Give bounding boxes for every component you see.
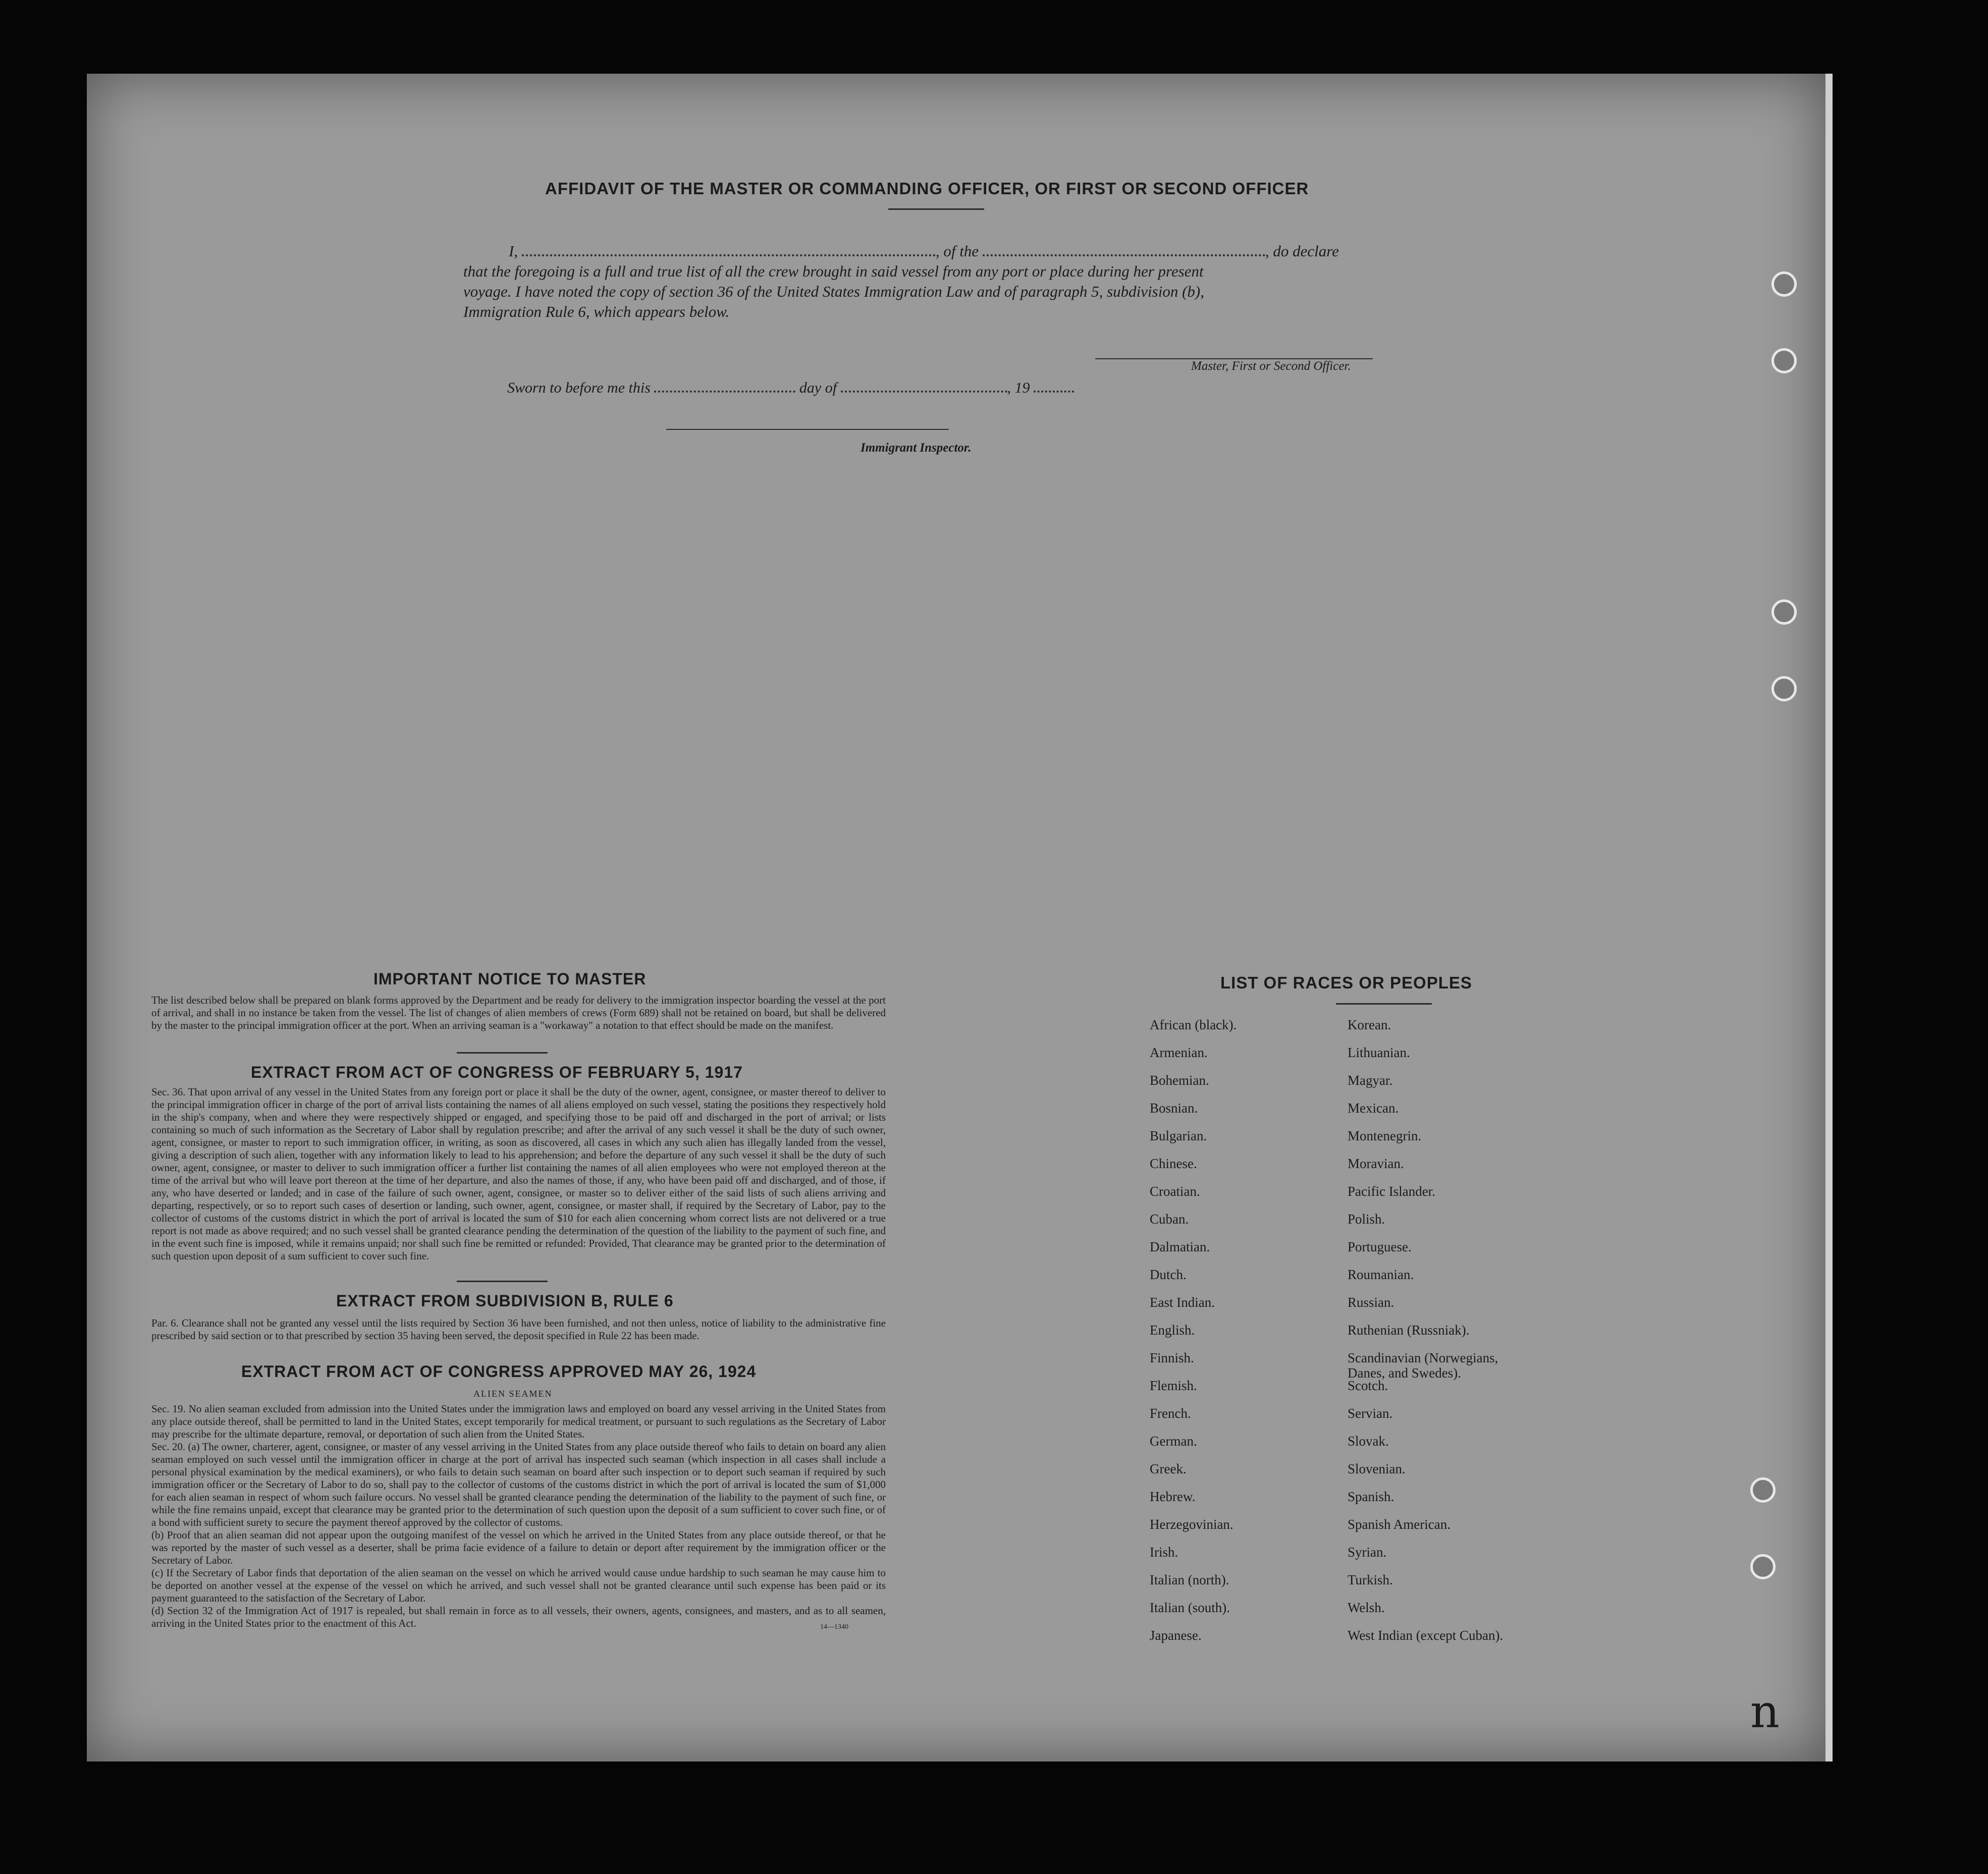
race-item: Irish. [1150, 1545, 1178, 1560]
race-item: Bosnian. [1150, 1100, 1198, 1116]
sec20c-text: (c) If the Secretary of Labor finds that deportation of the alien seaman on the vessel on which he arrived would cause undue hardship to such seaman he may cause him to be deported on another vessel at the expense of the vessel on which he arrived, and such vessel shall not be granted clearance until such expense has been paid or its payment guaranteed to the satisfaction of the Secretary of Labor. [151, 1567, 886, 1604]
race-item: Flemish. [1150, 1378, 1197, 1393]
rule6-title: EXTRACT FROM SUBDIVISION B, RULE 6 [336, 1292, 674, 1310]
race-item: Lithuanian. [1348, 1045, 1410, 1060]
day-blank[interactable] [654, 377, 795, 393]
race-item: English. [1150, 1322, 1195, 1338]
race-item: Bohemian. [1150, 1073, 1209, 1088]
race-item: Servian. [1348, 1406, 1393, 1421]
race-item: Pacific Islander. [1348, 1184, 1435, 1199]
race-item: Portuguese. [1348, 1239, 1412, 1254]
extract-1924-title: EXTRACT FROM ACT OF CONGRESS APPROVED MAY 26, 1924 [241, 1362, 757, 1381]
race-item: Hebrew. [1150, 1489, 1196, 1504]
race-item: Herzegovinian. [1150, 1517, 1233, 1532]
race-item: Roumanian. [1348, 1267, 1414, 1282]
sec19-text: Sec. 19. No alien seaman excluded from admission into the United States under the immigration laws and employed on board any vessel arriving in the United States from any place outside thereof, shall be permitted to land in the United States, except temporarily for medical treatment, or pursuant to such regulations as the Secretary of Labor may prescribe for the ultimate departure, removal, or deportation of such alien from the United States. [151, 1403, 886, 1440]
affidavit-declaration [463, 241, 1412, 322]
extract-1924-subtitle: ALIEN SEAMEN [473, 1389, 553, 1399]
binder-hole [1771, 599, 1797, 625]
race-item: Spanish. [1348, 1489, 1394, 1504]
handwritten-mark: n [1750, 1685, 1780, 1738]
of-the-label: , of the [935, 242, 979, 260]
race-item: Japanese. [1150, 1628, 1202, 1643]
notice-body: The list described below shall be prepared on blank forms approved by the Department and be ready for delivery to the immigration inspector boarding the vessel at the port of arrival, and shall in no instance be taken from the vessel. The list of changes of alien members of crews (Form 689) shall not be retained on board, but shall be delivered by the master to the principal immigration officer at the port. When an arriving seaman is a "workaway" a notation to that effect should be made on the manifest. [151, 994, 886, 1031]
binder-hole [1771, 348, 1797, 373]
rule [457, 1281, 548, 1282]
declaration-line-3: voyage. I have noted the copy of section 36 of the United States Immigration Law and of paragraph 5, subdivision (b), [463, 283, 1204, 300]
race-item: Slovenian. [1348, 1461, 1406, 1476]
race-item: Korean. [1348, 1017, 1391, 1032]
race-item: Montenegrin. [1348, 1128, 1422, 1143]
day-of-label: day of [799, 379, 837, 396]
year-prefix: , 19 [1007, 379, 1030, 396]
races-right-column [1348, 1017, 1524, 1656]
signature-label: Master, First or Second Officer. [1191, 359, 1351, 373]
race-item: German. [1150, 1434, 1197, 1449]
inspector-line [666, 429, 949, 430]
race-item: Italian (south). [1150, 1600, 1230, 1615]
race-item: Spanish American. [1348, 1517, 1450, 1532]
binder-hole [1750, 1554, 1776, 1579]
race-item: East Indian. [1150, 1295, 1215, 1310]
race-item: Syrian. [1348, 1545, 1387, 1560]
race-item: Greek. [1150, 1461, 1187, 1476]
race-item: Scandinavian (Norwegians, Danes, and Swedes). [1348, 1350, 1498, 1381]
binder-hole [1771, 271, 1797, 297]
race-item: Scotch. [1348, 1378, 1388, 1393]
race-item: Italian (north). [1150, 1572, 1229, 1587]
declaration-line-2: that the foregoing is a full and true list of all the crew brought in said vessel from any port or place during her present [463, 262, 1204, 280]
notice-title: IMPORTANT NOTICE TO MASTER [373, 970, 647, 988]
extract-1924-body [151, 1403, 886, 1630]
name-blank[interactable] [522, 241, 936, 256]
race-item: Russian. [1348, 1295, 1394, 1310]
race-item: Welsh. [1348, 1600, 1385, 1615]
race-item: Dalmatian. [1150, 1239, 1210, 1254]
declaration-line-1 [463, 241, 1412, 261]
rule6-body: Par. 6. Clearance shall not be granted any vessel until the lists required by Section 36 have been furnished, and not then unless, notice of liability to the administrative fine prescribed by said section or to that prescribed by section 35 having been served, the deposit specified in Rule 22 has been made. [151, 1317, 886, 1342]
race-item: Slovak. [1348, 1434, 1389, 1449]
year-blank[interactable] [1034, 377, 1074, 393]
sworn-line [507, 377, 1074, 397]
sec20a-text: Sec. 20. (a) The owner, charterer, agent, consignee, or master of any vessel arriving in the United States from any place outside thereof who fails to detain on board any alien seaman employed on such vessel until the immigration officer in charge at the port of arrival has inspected such seaman (which inspection in all cases shall include a personal physical examination by the medical examiners), or who fails to detain such seaman on board after such inspection or to deport such seaman if required by such immigration officer or the Secretary of Labor to do so, shall pay to the collector of customs of the customs district in which the port of arrival is located the sum of $1,000 for each alien seaman in respect of whom such failure occurs. No vessel shall be granted clearance pending the determination of the liability to the payment of such fine, or while the fine remains unpaid, except that clearance may be granted prior to the determination of such question upon the deposit of a sum sufficient to cover such fine, or of a bond with sufficient surety to secure the payment thereof approved by the collector of customs. [151, 1441, 886, 1528]
races-title: LIST OF RACES OR PEOPLES [1220, 973, 1472, 992]
binder-hole [1771, 676, 1797, 701]
binder-hole [1750, 1477, 1776, 1503]
declaration-line-4: Immigration Rule 6, which appears below. [463, 303, 730, 320]
race-item: Ruthenian (Russniak). [1348, 1322, 1470, 1338]
sec20d-text: (d) Section 32 of the Immigration Act of 1917 is repealed, but shall remain in force as to all vessels, their owners, agents, consignees, and masters, and as to all seamen, arriving in the United States prior to the enactment of this Act. [151, 1605, 886, 1629]
extract-1917-body: Sec. 36. That upon arrival of any vessel in the United States from any foreign port or place it shall be the duty of the owner, agent, consignee, or master thereof to deliver to the principal immigration officer in charge of the port of arrival lists containing the names of all aliens employed on such vessel, stating the positions they respectively hold in the ship's company, when and where they were respectively shipped or engaged, and specifying those to be paid off and discharged in the port of arrival; or lists containing so much of such information as the Secretary of Labor shall by regulation prescribe; and after the arrival of any such vessel it shall be the duty of such owner, agent, consignee, or master to report to such immigration officer, in writing, as soon as discovered, all cases in which any such alien has illegally landed from the vessel, giving a description of such alien, together with any information likely to lead to his apprehension; and before the departure of any such vessel it shall be the duty of such owner, agent, consignee, or master to deliver to such immigration officer a further list containing the names of all alien employees who were not employed thereon at the time of the arrival but who will leave port thereon at the time of her departure, and also the names of those, if any, who have been paid off and discharged, and of those, if any, who have deserted or landed; and in case of the failure of such owner, agent, consignee, or master so to deliver either of the said lists of such aliens arriving and departing, respectively, or so to report such cases of desertion or landing, such owner, agent, consignee, or master shall, if required by the Secretary of Labor, pay to the collector of customs of the customs district in which the port of arrival is located the sum of $10 for each alien concerning whom correct lists are not delivered or a true report is not made as above required; and no such vessel shall be granted clearance pending the determination of the question of the liability to the payment of such fine, and in the event such fine is imposed, while it remains unpaid; nor shall such fine be remitted or refunded: Provided, That clearance may be granted prior to the determination of such question upon deposit of a sum sufficient to cover such fine. [151, 1086, 886, 1262]
race-item: Polish. [1348, 1211, 1385, 1227]
rule [1336, 1003, 1432, 1005]
sec20b-text: (b) Proof that an alien seaman did not appear upon the outgoing manifest of the vessel on which he arrived in the United States from any place outside thereof, or that he was reported by the master of such vessel as a deserter, shall be prima facie evidence of a failure to detain or deport after requirement by the immigration officer or the Secretary of Labor. [151, 1529, 886, 1566]
race-item: Magyar. [1348, 1073, 1393, 1088]
race-item: African (black). [1150, 1017, 1237, 1032]
race-item: Dutch. [1150, 1267, 1187, 1282]
extract-1917-title: EXTRACT FROM ACT OF CONGRESS OF FEBRUARY 5, 1917 [251, 1063, 743, 1081]
race-item: Armenian. [1150, 1045, 1208, 1060]
vessel-blank[interactable] [983, 241, 1265, 256]
title-rule [888, 208, 984, 210]
races-left-column [1150, 1017, 1237, 1656]
month-blank[interactable] [841, 377, 1007, 393]
rule [457, 1052, 548, 1054]
affidavit-title: AFFIDAVIT OF THE MASTER OR COMMANDING OFFICER, OR FIRST OR SECOND OFFICER [545, 179, 1309, 198]
race-item: French. [1150, 1406, 1191, 1421]
sworn-label: Sworn to before me this [507, 379, 651, 396]
race-item: West Indian (except Cuban). [1348, 1628, 1503, 1643]
race-item: Croatian. [1150, 1184, 1200, 1199]
race-item: Finnish. [1150, 1350, 1194, 1365]
do-declare-label: , do declare [1265, 242, 1339, 260]
race-item: Chinese. [1150, 1156, 1197, 1171]
declarant-prefix: I, [509, 242, 518, 260]
race-item: Mexican. [1348, 1100, 1399, 1116]
inspector-label: Immigrant Inspector. [861, 441, 972, 455]
race-item: Turkish. [1348, 1572, 1393, 1587]
race-item: Moravian. [1348, 1156, 1404, 1171]
race-item: Cuban. [1150, 1211, 1189, 1227]
form-number: 14—1340 [820, 1623, 848, 1631]
race-item: Bulgarian. [1150, 1128, 1207, 1143]
